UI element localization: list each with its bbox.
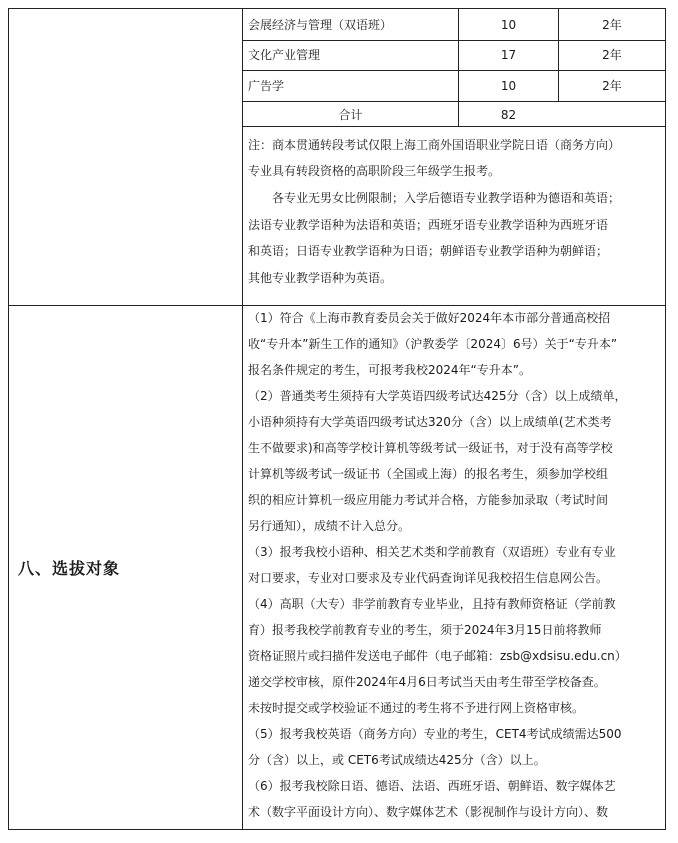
row-divider <box>242 126 666 127</box>
enrollment-count: 10 <box>500 18 517 32</box>
major-name: 会展经济与管理（双语班） <box>248 18 393 32</box>
row-divider <box>242 101 666 102</box>
program-years: 2年 <box>602 18 622 32</box>
row-divider <box>242 70 666 71</box>
enrollment-count: 17 <box>500 48 517 62</box>
paragraph-line: 资格证照片或扫描件发送电子邮件（电子邮箱：zsb@xdsisu.edu.cn） <box>248 649 627 663</box>
major-name: 广告学 <box>248 79 285 93</box>
paragraph-line: （4）高职（大专）非学前教育专业毕业，且持有教师资格证（学前教 <box>248 597 616 611</box>
row-divider <box>242 40 666 41</box>
note-line: 各专业无男女比例限制；入学后德语专业教学语种为德语和英语； <box>248 191 621 205</box>
enrollment-count: 10 <box>500 79 517 93</box>
note-line: 法语专业教学语种为法语和英语；西班牙语专业教学语种为西班牙语 <box>248 218 609 232</box>
note-line: 和英语；日语专业教学语种为日语；朝鲜语专业教学语种为朝鲜语； <box>248 244 609 258</box>
paragraph-line: 另行通知），成绩不计入总分。 <box>248 519 411 533</box>
paragraph-line: 育）报考我校学前教育专业的考生，须于2024年3月15日前将教师 <box>248 623 602 637</box>
section-title: 八、选拔对象 <box>18 559 121 578</box>
note-line: 专业具有转段资格的高职阶段三年级学生报考。 <box>248 164 501 178</box>
program-years: 2年 <box>602 79 622 93</box>
paragraph-line: 报名条件规定的考生，可报考我校2024年“专升本”。 <box>248 363 531 377</box>
paragraph-line: （6）报考我校除日语、德语、法语、西班牙语、朝鲜语、数字媒体艺 <box>248 779 616 793</box>
paragraph-line: 生不做要求)和高等学校计算机等级考试一级证书，对于没有高等学校 <box>248 441 613 455</box>
total-value: 82 <box>500 108 517 122</box>
major-name: 文化产业管理 <box>248 48 321 62</box>
paragraph-line: 术（数字平面设计方向）、数字媒体艺术（影视制作与设计方向）、数 <box>248 805 609 819</box>
paragraph-line: （2）普通类考生须持有大学英语四级考试达425分（含）以上成绩单， <box>248 389 627 403</box>
section-divider <box>8 305 666 306</box>
paragraph-line: 小语种须持有大学英语四级考试达320分（含）以上成绩单(艺术类考 <box>248 415 612 429</box>
table-top-border <box>8 8 666 9</box>
paragraph-line: （1）符合《上海市教育委员会关于做好2024年本市部分普通高校招 <box>248 311 611 325</box>
table-left-border <box>8 8 9 830</box>
table-column-divider <box>242 8 243 830</box>
paragraph-line: （3）报考我校小语种、相关艺术类和学前教育（双语班）专业有专业 <box>248 545 616 559</box>
paragraph-line: 计算机等级考试一级证书（全国或上海）的报名考生，须参加学校组 <box>248 467 609 481</box>
paragraph-line: 分（含）以上，或 CET6考试成绩达425分（含）以上。 <box>248 753 546 767</box>
paragraph-line: 收“专升本”新生工作的通知》（沪教委学〔2024〕6号）关于“专升本” <box>248 337 618 351</box>
paragraph-line: （5）报考我校英语（商务方向）专业的考生，CET4考试成绩需达500 <box>248 727 622 741</box>
paragraph-line: 织的相应计算机一级应用能力考试并合格，方能参加录取（考试时间 <box>248 493 609 507</box>
paragraph-line: 对口要求，专业对口要求及专业代码查询详见我校招生信息网公告。 <box>248 571 609 585</box>
paragraph-line: 递交学校审核，原件2024年4月6日考试当天由考生带至学校备查。 <box>248 675 606 689</box>
total-label: 合计 <box>338 108 363 122</box>
note-line: 注：商本贯通转段考试仅限上海工商外国语职业学院日语（商务方向） <box>248 138 621 152</box>
paragraph-line: 未按时提交或学校验证不通过的考生将不予进行网上资格审核。 <box>248 701 585 715</box>
table-right-border <box>665 8 666 830</box>
table-bottom-border <box>8 829 666 830</box>
note-line: 其他专业教学语种为英语。 <box>248 271 393 285</box>
program-years: 2年 <box>602 48 622 62</box>
